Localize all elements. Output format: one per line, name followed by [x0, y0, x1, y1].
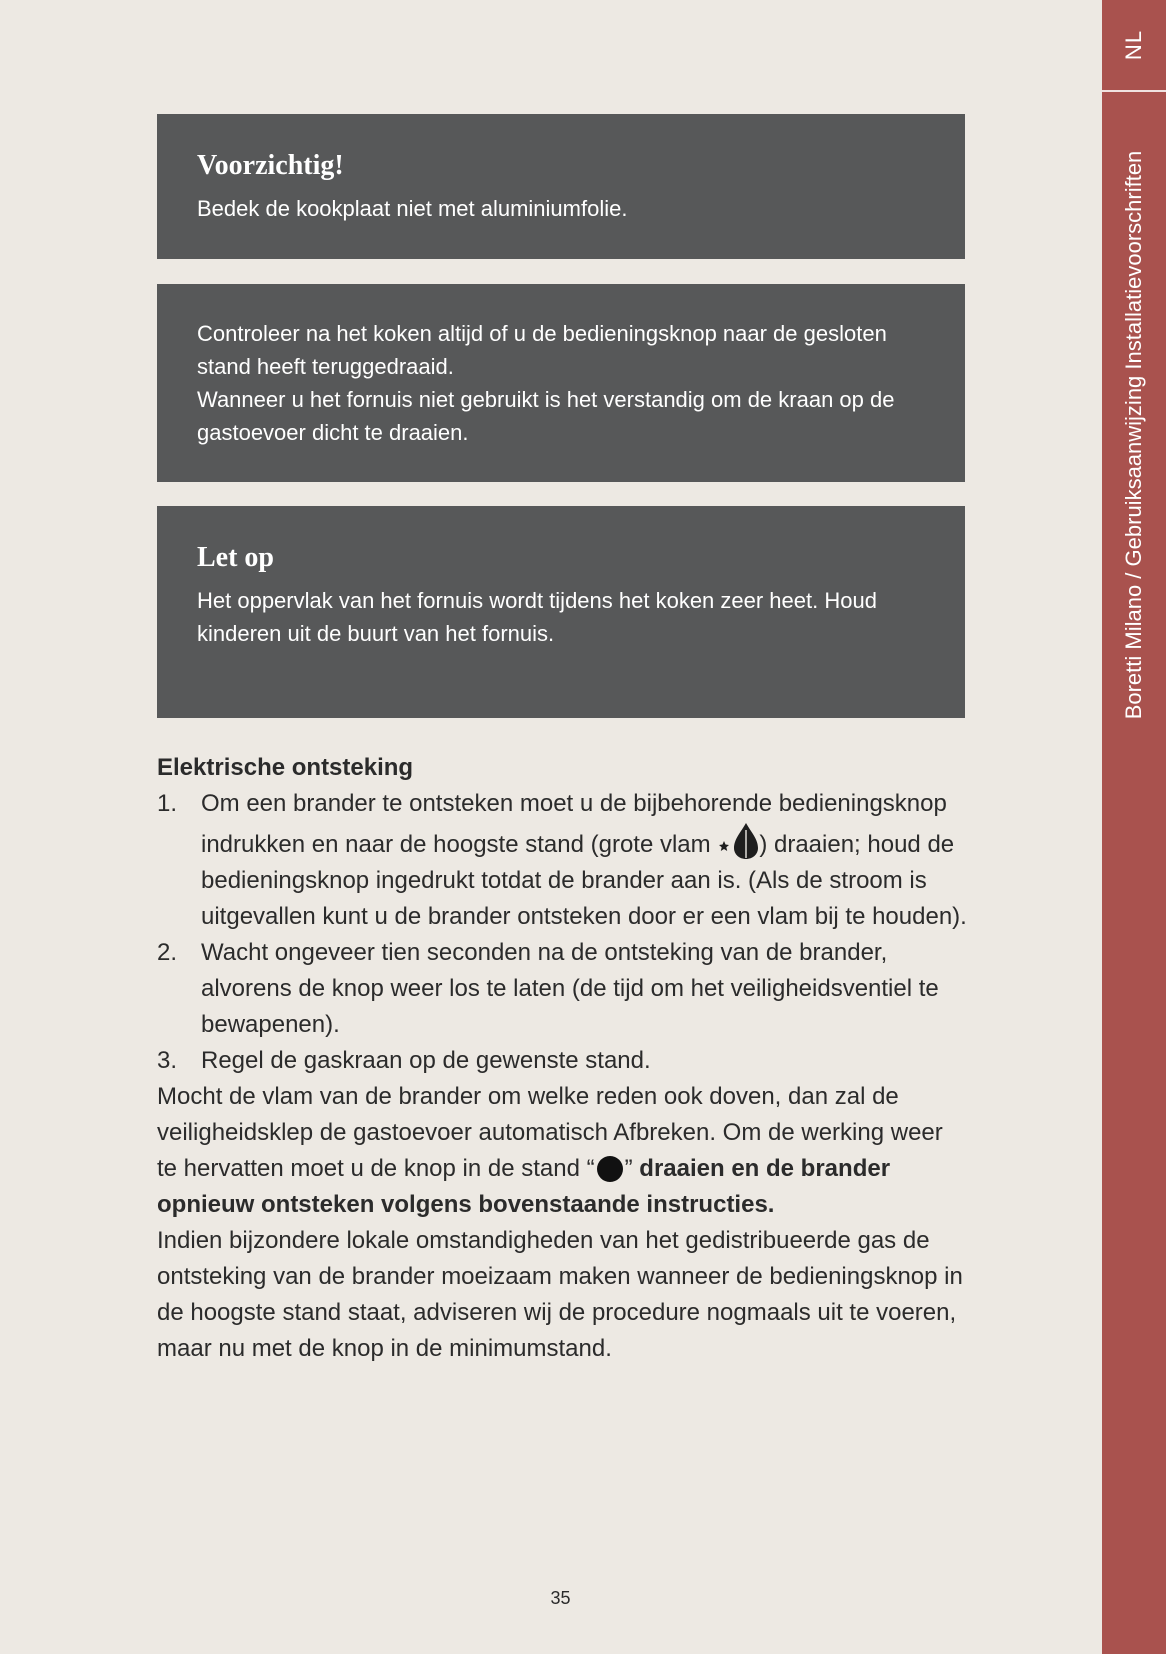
sidebar-title: Boretti Milano / Gebruiksaanwijzing Installatievoorschriften — [1121, 150, 1146, 720]
step-text-continued: ) draaien; houd de bedieningsknop ingedrukt totdat de brander aan is. (Als de stroom is uitgevallen kunt u de brander ontsteken door er een vlam bij te houden). — [201, 831, 967, 930]
caution-text: Bedek de kookplaat niet met aluminiumfolie. — [197, 196, 628, 221]
step-number: 3. — [157, 1047, 178, 1074]
main-content — [157, 750, 967, 1367]
language-tab — [1102, 0, 1166, 90]
page-number: 35 — [550, 1588, 571, 1608]
list-item — [157, 1043, 967, 1079]
steps-list — [157, 786, 967, 1079]
step-text: Wacht ongeveer tien seconden na de ontsteking van de brander, alvorens de knop weer los te laten (de tijd om het veiligheidsventiel te bewapenen). — [201, 939, 939, 1038]
step-text: Regel de gaskraan op de gewenste stand. — [201, 1047, 651, 1074]
caution-heading: Voorzichtig! — [197, 150, 344, 181]
quote-close: ” — [624, 1155, 633, 1182]
list-item — [157, 935, 967, 1043]
caution-box — [157, 114, 965, 259]
advice-paragraph: Indien bijzondere lokale omstandigheden van het gedistribueerde gas de ontsteking van de brander moeizaam maken wanneer de bedieningsknop in de hoogste stand staat, adviseren wij de procedure nogmaals uit te voeren, maar nu met de knop in de minimumstand. — [157, 1227, 963, 1362]
step-number: 2. — [157, 939, 178, 966]
section-heading: Elektrische ontsteking — [157, 754, 414, 781]
attention-box — [157, 506, 965, 718]
off-position-icon — [595, 1154, 625, 1184]
sidebar — [1102, 0, 1166, 1654]
language-label: NL — [1121, 29, 1146, 61]
check-text-1: Controleer na het koken altijd of u de bedieningsknop naar de gesloten stand heeft teruggedraaid. — [197, 321, 887, 379]
step-text: Om een brander te ontsteken moet u de bijbehorende bedieningsknop indrukken en naar de hoogste stand (grote vlam — [201, 790, 947, 858]
check-box — [157, 284, 965, 482]
restart-text: Mocht de vlam van de brander om welke reden ook doven, dan zal de veiligheidsklep de gastoevoer automatisch Afbreken. Om de werking weer te hervatten moet u de knop in de stand “ — [157, 1083, 943, 1182]
step-number: 1. — [157, 790, 178, 817]
check-text-2: Wanneer u het fornuis niet gebruikt is het verstandig om de kraan op de gastoevoer dicht te draaien. — [197, 387, 895, 445]
list-item — [157, 786, 967, 935]
large-flame-icon — [717, 822, 759, 860]
restart-paragraph — [157, 1079, 967, 1223]
attention-heading: Let op — [197, 542, 274, 573]
restart-bold-text: draaien en de brander opnieuw ontsteken volgens bovenstaande instructies. — [157, 1155, 891, 1218]
sidebar-title-area — [1102, 100, 1166, 770]
sidebar-divider — [1102, 90, 1166, 92]
attention-text: Het oppervlak van het fornuis wordt tijdens het koken zeer heet. Houd kinderen uit de buurt van het fornuis. — [197, 588, 877, 646]
